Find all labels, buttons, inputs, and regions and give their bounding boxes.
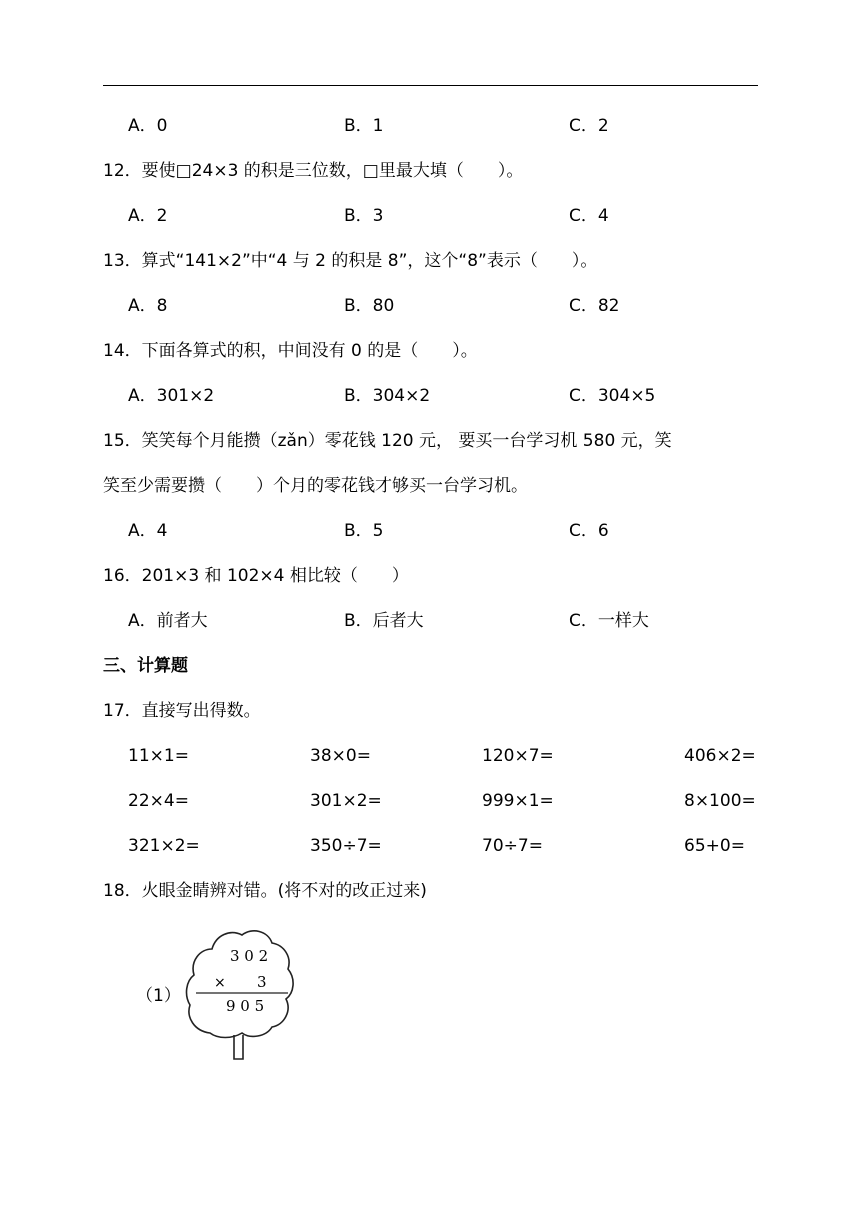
q18-item-label: （1） [136,986,181,1006]
section-title: 三、计算题 [103,656,188,676]
q15-stem-line1: 15．笑笑每个月能攒（zǎn）零花钱 120 元， 要买一台学习机 580 元，笑 [103,431,672,451]
q12-option-a[interactable]: A．2 [128,206,168,226]
q16-option-a[interactable]: A．前者大 [128,611,208,631]
q15-stem-line2: 笑至少需要攒（ ）个月的零花钱才够买一台学习机。 [103,476,528,496]
calc-item: 11×1= [128,746,189,766]
q15-option-a[interactable]: A．4 [128,521,168,541]
calc-top-number: 3 0 2 [230,947,269,965]
q14-option-a[interactable]: A．301×2 [128,386,215,406]
q16-option-c[interactable]: C．一样大 [569,611,649,631]
q16-stem: 16．201×3 和 102×4 相比较（ ） [103,566,409,586]
q15-option-c[interactable]: C．6 [569,521,609,541]
calc-item: 350÷7= [310,836,382,856]
calc-item: 65+0= [684,836,745,856]
calc-item: 8×100= [684,791,756,811]
q14-stem: 14．下面各算式的积，中间没有 0 的是（ ）。 [103,341,478,361]
q11-option-c[interactable]: C．2 [569,116,609,136]
q11-option-a[interactable]: A．0 [128,116,168,136]
calc-multiplier: 3 [257,973,267,991]
q13-option-a[interactable]: A．8 [128,296,168,316]
calc-item: 120×7= [482,746,554,766]
q16-option-b[interactable]: B．后者大 [344,611,424,631]
calc-item: 301×2= [310,791,382,811]
calc-item: 321×2= [128,836,200,856]
q13-stem: 13．算式“141×2”中“4 与 2 的积是 8”，这个“8”表示（ ）。 [103,251,598,271]
q17-stem: 17．直接写出得数。 [103,701,261,721]
q18-stem: 18．火眼金睛辨对错。(将不对的改正过来) [103,881,427,901]
q12-option-b[interactable]: B．3 [344,206,384,226]
tree-calculation [184,925,296,1065]
calc-sign: × [214,975,226,991]
q13-option-b[interactable]: B．80 [344,296,395,316]
calc-item: 406×2= [684,746,756,766]
header-rule [103,85,758,86]
calc-item: 22×4= [128,791,189,811]
q12-stem: 12．要使□24×3 的积是三位数，□里最大填（ ）。 [103,161,524,181]
q11-option-b[interactable]: B．1 [344,116,384,136]
calc-item: 38×0= [310,746,371,766]
calc-item: 999×1= [482,791,554,811]
q13-option-c[interactable]: C．82 [569,296,620,316]
q14-option-b[interactable]: B．304×2 [344,386,431,406]
tree-trunk-icon [234,1035,243,1059]
q14-option-c[interactable]: C．304×5 [569,386,656,406]
calc-result: 9 0 5 [226,997,265,1015]
calc-item: 70÷7= [482,836,543,856]
q12-option-c[interactable]: C．4 [569,206,609,226]
q15-option-b[interactable]: B．5 [344,521,384,541]
